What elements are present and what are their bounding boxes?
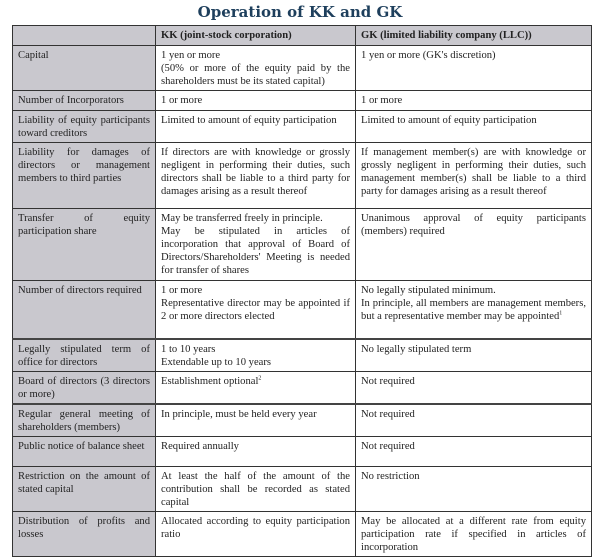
gk-cell	[356, 404, 592, 437]
kk-line: Limited to amount of equity participation	[161, 115, 337, 126]
gk-cell	[356, 371, 592, 404]
gk-cell	[356, 111, 592, 143]
table-row	[13, 281, 592, 339]
header-blank	[13, 26, 156, 46]
row-label: Liability for damages of directors or management members to third parties	[13, 143, 156, 209]
kk-line: May be stipulated in articles of incorporation that approval of Board of Directors/Shareholders' Meeting is needed for transfer of shares	[161, 226, 350, 276]
kk-line	[161, 375, 350, 388]
kk-line: Representative director may be appointed if 2 or more directors elected	[161, 298, 350, 322]
kk-line: At least the half of the amount of the contribution shall be recorded as stated capital	[161, 470, 350, 508]
table-row	[13, 436, 592, 466]
kk-cell	[156, 466, 356, 511]
kk-line: Extendable up to 10 years	[161, 356, 272, 368]
table-row	[13, 91, 592, 111]
gk-line: 1 or more	[361, 95, 403, 106]
header-kk: KK (joint-stock corporation)	[156, 26, 356, 46]
gk-line	[361, 297, 586, 323]
gk-line: Unanimous approval of equity participants (members) required	[361, 213, 586, 237]
kk-line: Allocated according to equity participation ratio	[161, 515, 350, 540]
kk-line: 1 or more	[161, 285, 203, 296]
kk-line: (50% or more of the equity paid by the shareholders must be its stated capital)	[161, 63, 350, 87]
row-label: Number of Incorporators	[13, 91, 156, 111]
kk-line-text: Establishment optional	[161, 375, 259, 387]
comparison-table	[12, 25, 592, 557]
kk-line: 1 yen or more	[161, 50, 221, 61]
gk-line: If management member(s) are with knowledge or grossly negligent in performing their duties, such management member(s) shall be liable to a third party for damages arising as a result thereof	[361, 147, 586, 197]
table-row	[13, 371, 592, 404]
row-label: Legally stipulated term of office for directors	[13, 339, 156, 372]
kk-cell	[156, 111, 356, 143]
gk-cell	[356, 281, 592, 339]
header-gk: GK (limited liability company (LLC))	[356, 26, 592, 46]
kk-cell	[156, 91, 356, 111]
kk-line: 1 to 10 years	[161, 343, 216, 355]
table-row	[13, 466, 592, 511]
kk-line: If directors are with knowledge or grossly negligent in performing their duties, such directors shall be liable to a third party for damages arising as a result thereof	[161, 147, 350, 197]
table-row	[13, 339, 592, 372]
kk-cell	[156, 511, 356, 556]
document-title: Operation of KK and GK	[197, 3, 403, 21]
kk-cell	[156, 209, 356, 281]
kk-cell	[156, 371, 356, 404]
gk-line-text: In principle, all members are management members, but a representative member may be appointed	[361, 298, 586, 322]
kk-cell	[156, 281, 356, 339]
gk-cell	[356, 91, 592, 111]
row-label: Restriction on the amount of stated capital	[13, 466, 156, 511]
table-row	[13, 46, 592, 91]
gk-cell	[356, 209, 592, 281]
row-label: Transfer of equity participation share	[13, 209, 156, 281]
gk-line: Not required	[361, 440, 415, 452]
row-label: Board of directors (3 directors or more)	[13, 371, 156, 404]
gk-line: Not required	[361, 375, 415, 387]
kk-line: Required annually	[161, 440, 239, 452]
table-header-row	[13, 26, 592, 46]
gk-cell	[356, 436, 592, 466]
table-row	[13, 111, 592, 143]
kk-cell	[156, 46, 356, 91]
kk-cell	[156, 339, 356, 372]
row-label: Regular general meeting of shareholders (members)	[13, 404, 156, 437]
gk-line: No restriction	[361, 470, 420, 482]
footnote-marker: 2	[258, 374, 262, 381]
kk-line: May be transferred freely in principle.	[161, 213, 323, 224]
gk-cell	[356, 46, 592, 91]
gk-cell	[356, 143, 592, 209]
kk-line: In principle, must be held every year	[161, 408, 317, 420]
table-row	[13, 143, 592, 209]
gk-cell	[356, 466, 592, 511]
row-label: Number of directors required	[13, 281, 156, 339]
table-row	[13, 511, 592, 556]
gk-cell	[356, 511, 592, 556]
gk-line: No legally stipulated term	[361, 343, 472, 355]
row-label: Distribution of profits and losses	[13, 511, 156, 556]
table-row	[13, 209, 592, 281]
row-label: Public notice of balance sheet	[13, 436, 156, 466]
row-label: Capital	[13, 46, 156, 91]
kk-cell	[156, 404, 356, 437]
gk-line: Limited to amount of equity participation	[361, 115, 537, 126]
table-row	[13, 404, 592, 437]
gk-cell	[356, 339, 592, 372]
kk-line: 1 or more	[161, 95, 203, 106]
gk-line: 1 yen or more (GK's discretion)	[361, 50, 496, 61]
gk-line: No legally stipulated minimum.	[361, 285, 496, 296]
gk-line: May be allocated at a different rate from equity participation rate if specified in articles of incorporation	[361, 515, 586, 553]
row-label: Liability of equity participants toward creditors	[13, 111, 156, 143]
kk-cell	[156, 143, 356, 209]
footnote-marker: 1	[559, 310, 563, 317]
gk-line: Not required	[361, 408, 415, 420]
kk-cell	[156, 436, 356, 466]
